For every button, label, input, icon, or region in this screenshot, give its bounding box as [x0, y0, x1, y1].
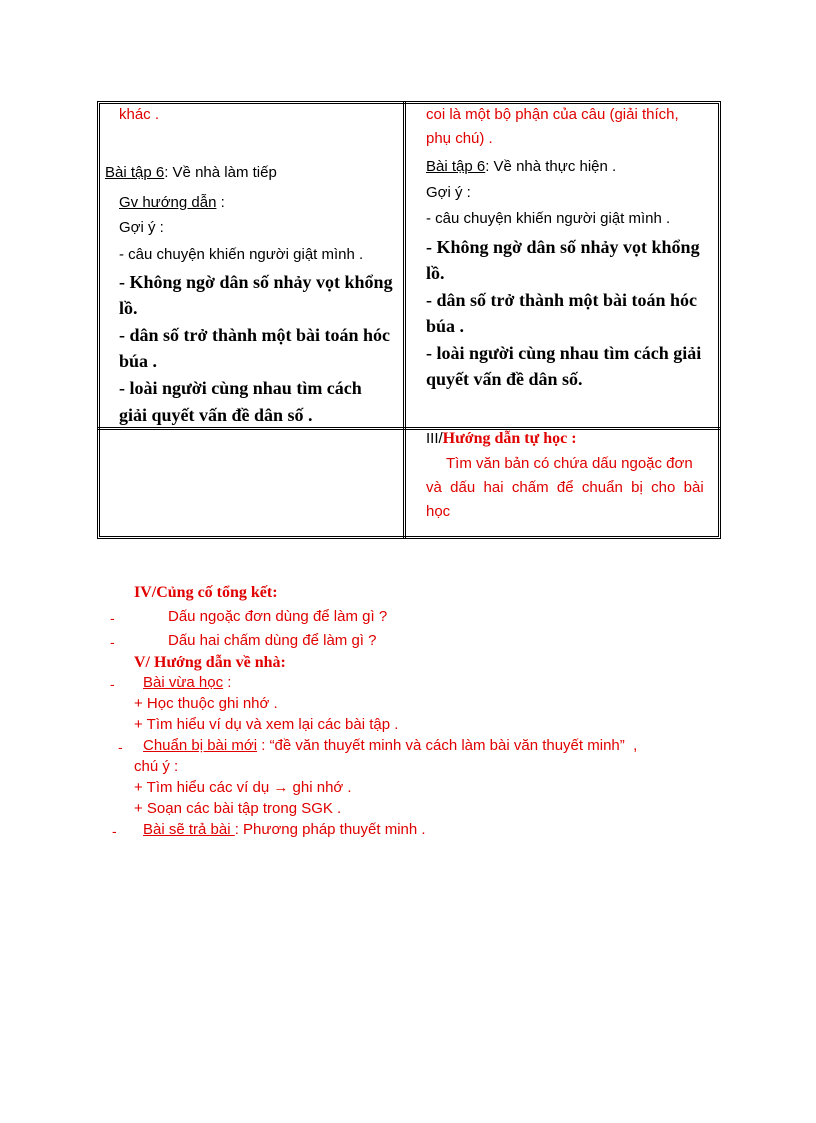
- right-goi-y: Gợi ý :: [426, 184, 471, 201]
- prepare-rest: : “đề văn thuyết minh và cách làm bài văn thuyết minh” ,: [257, 737, 638, 754]
- left-gv-label: Gv hướng dẫn: [119, 194, 217, 211]
- left-bold1b: lồ.: [119, 298, 138, 318]
- section3-heading: [426, 430, 577, 448]
- right-bold2a: - dân số trở thành một bài toán hóc: [426, 290, 698, 310]
- right-story: - câu chuyện khiến người giật mình .: [426, 210, 671, 227]
- table-column-divider: [403, 101, 406, 539]
- prepare-note: chú ý :: [134, 758, 179, 775]
- learned-rest: :: [223, 674, 232, 691]
- right-bt6: [426, 158, 616, 175]
- right-bold3b: quyết vấn đề dân số.: [426, 369, 583, 389]
- section3-num: III/: [426, 430, 443, 447]
- section4-title: IV/Củng cố tổng kết:: [134, 584, 278, 601]
- table-row-divider: [97, 427, 721, 430]
- left-bold1a: - Không ngờ dân số nhảy vọt khổng: [119, 272, 393, 292]
- learned-item-2: + Tìm hiểu ví dụ và xem lại các bài tập .: [134, 716, 399, 733]
- prepare-label: Chuẩn bị bài mới: [143, 737, 258, 754]
- return-heading: [143, 821, 426, 838]
- learned-heading: [143, 674, 231, 691]
- prepare-item-1a: + Tìm hiểu các ví dụ: [134, 779, 274, 796]
- prepare-heading: [143, 737, 637, 754]
- section5-title: V/ Hướng dẫn về nhà:: [134, 654, 286, 671]
- bullet-dash: -: [118, 739, 123, 755]
- prepare-item-1: [134, 779, 352, 796]
- arrow-right-icon: →: [273, 779, 289, 796]
- self-study-c: học: [426, 503, 451, 520]
- right-bt6-rest: : Về nhà thực hiện .: [485, 158, 617, 175]
- right-bold1a: - Không ngờ dân số nhảy vọt khổng: [426, 237, 700, 257]
- prepare-item-1b: ghi nhớ .: [288, 779, 352, 796]
- left-bold2a: - dân số trở thành một bài toán hóc: [119, 325, 391, 345]
- section3-title: Hướng dẫn tự học :: [442, 430, 577, 447]
- left-gv-rest: :: [216, 194, 225, 211]
- left-bold3b: giải quyết vấn đề dân số .: [119, 405, 313, 425]
- left-bold3a: - loài người cùng nhau tìm cách: [119, 378, 362, 398]
- prepare-item-2: + Soạn các bài tập trong SGK .: [134, 800, 342, 817]
- bullet-dash: -: [110, 634, 115, 650]
- self-study-b: và dấu hai chấm để chuẩn bị cho bài: [426, 479, 704, 496]
- left-bt6-rest: : Về nhà làm tiếp: [164, 164, 277, 181]
- bullet-dash: -: [112, 823, 117, 839]
- learned-item-1: + Học thuộc ghi nhớ .: [134, 695, 278, 712]
- right-bold3a: - loài người cùng nhau tìm cách giải: [426, 343, 702, 363]
- bullet-dash: -: [110, 610, 115, 626]
- bullet-dash: -: [110, 676, 115, 692]
- return-label: Bài sẽ trả bài: [143, 821, 235, 838]
- right-line2: phụ chú) .: [426, 130, 493, 147]
- left-khac: khác .: [119, 106, 160, 123]
- self-study-a: Tìm văn bản có chứa dấu ngoặc đơn: [446, 455, 693, 472]
- left-story: - câu chuyện khiến người giật mình .: [119, 246, 364, 263]
- return-rest: : Phương pháp thuyết minh .: [234, 821, 426, 838]
- right-bold1b: lồ.: [426, 263, 445, 283]
- left-bold2b: búa .: [119, 351, 158, 371]
- question-1: Dấu ngoặc đơn dùng để làm gì ?: [168, 608, 388, 625]
- learned-label: Bài vừa học: [143, 674, 224, 691]
- left-bt6-label: Bài tập 6: [105, 164, 165, 181]
- right-bold2b: búa .: [426, 316, 465, 336]
- left-gv: [119, 194, 225, 211]
- left-goi-y: Gợi ý :: [119, 219, 164, 236]
- right-bt6-label: Bài tập 6: [426, 158, 486, 175]
- right-line1: coi là một bộ phận của câu (giải thích,: [426, 106, 679, 123]
- question-2: Dấu hai chấm dùng để làm gì ?: [168, 632, 377, 649]
- left-bt6: [105, 164, 277, 181]
